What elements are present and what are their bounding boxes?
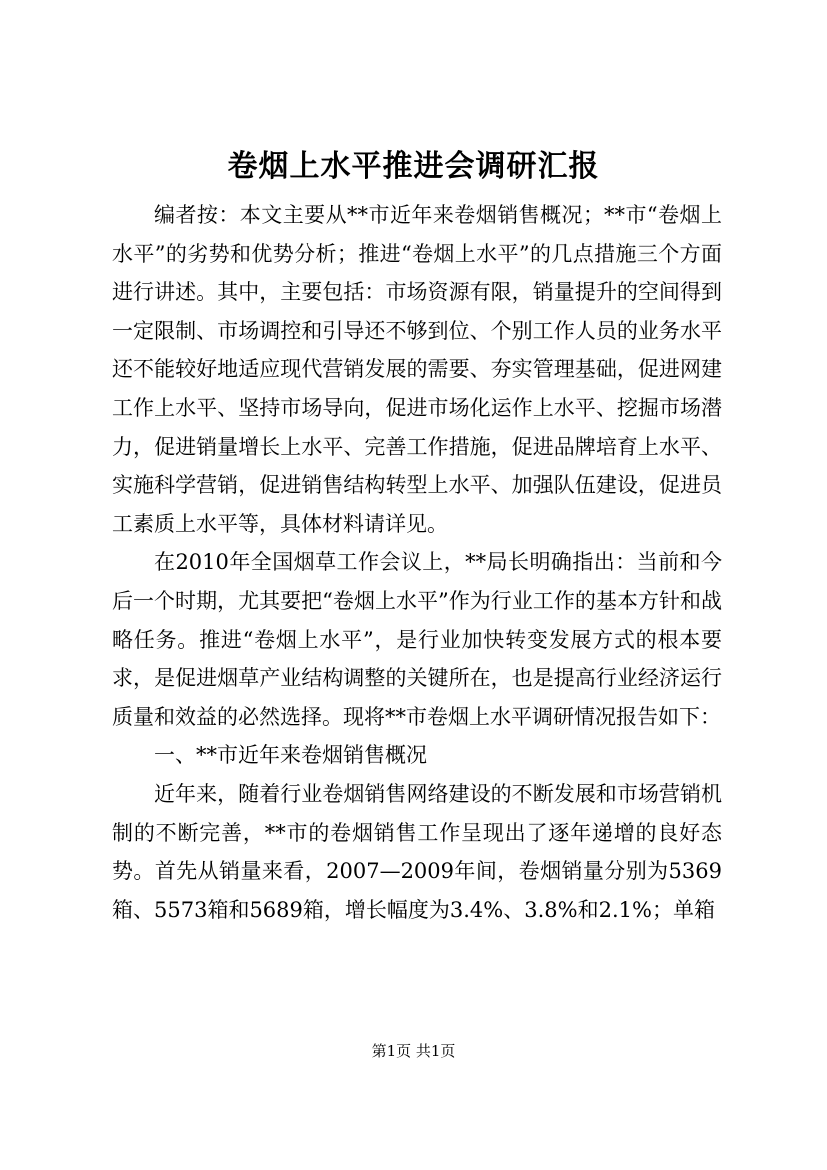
paragraph-sales-overview: 近年来，随着行业卷烟销售网络建设的不断发展和市场营销机制的不断完善，**市的卷烟销售工作呈现出了逐年递增的良好态势。首先从销量来看，2007—2009年间，卷烟销量分别为5369箱、5573箱和5689箱，增长幅度为3.4%、3.8%和2.1%；单箱	[112, 781, 722, 922]
document-body	[112, 196, 722, 929]
section-heading-1: 一、**市近年来卷烟销售概况	[154, 743, 427, 768]
page-footer: 第1页 共1页	[371, 1042, 456, 1060]
paragraph-intro: 在2010年全国烟草工作会议上，**局长明确指出：当前和今后一个时期，尤其要把“卷烟上水平”作为行业工作的基本方针和战略任务。推进“卷烟上水平”，是行业加快转变发展方式的根本要求，是促进烟草产业结构调整的关键所在，也是提高行业经济运行质量和效益的必然选择。现将**市卷烟上水平调研情况报告如下：	[112, 550, 722, 729]
document-title: 卷烟上水平推进会调研汇报	[227, 149, 600, 184]
paragraph-editor-note: 编者按：本文主要从**市近年来卷烟销售概况；**市“卷烟上水平”的劣势和优势分析；推进“卷烟上水平”的几点措施三个方面进行讲述。其中，主要包括：市场资源有限，销量提升的空间得到一定限制、市场调控和引导还不够到位、个别工作人员的业务水平还不能较好地适应现代营销发展的需要、夯实管理基础，促进网建工作上水平、坚持市场导向，促进市场化运作上水平、挖掘市场潜力，促进销量增长上水平、完善工作措施，促进品牌培育上水平、实施科学营销，促进销售结构转型上水平、加强队伍建设，促进员工素质上水平等，具体材料请详见。	[112, 203, 722, 536]
